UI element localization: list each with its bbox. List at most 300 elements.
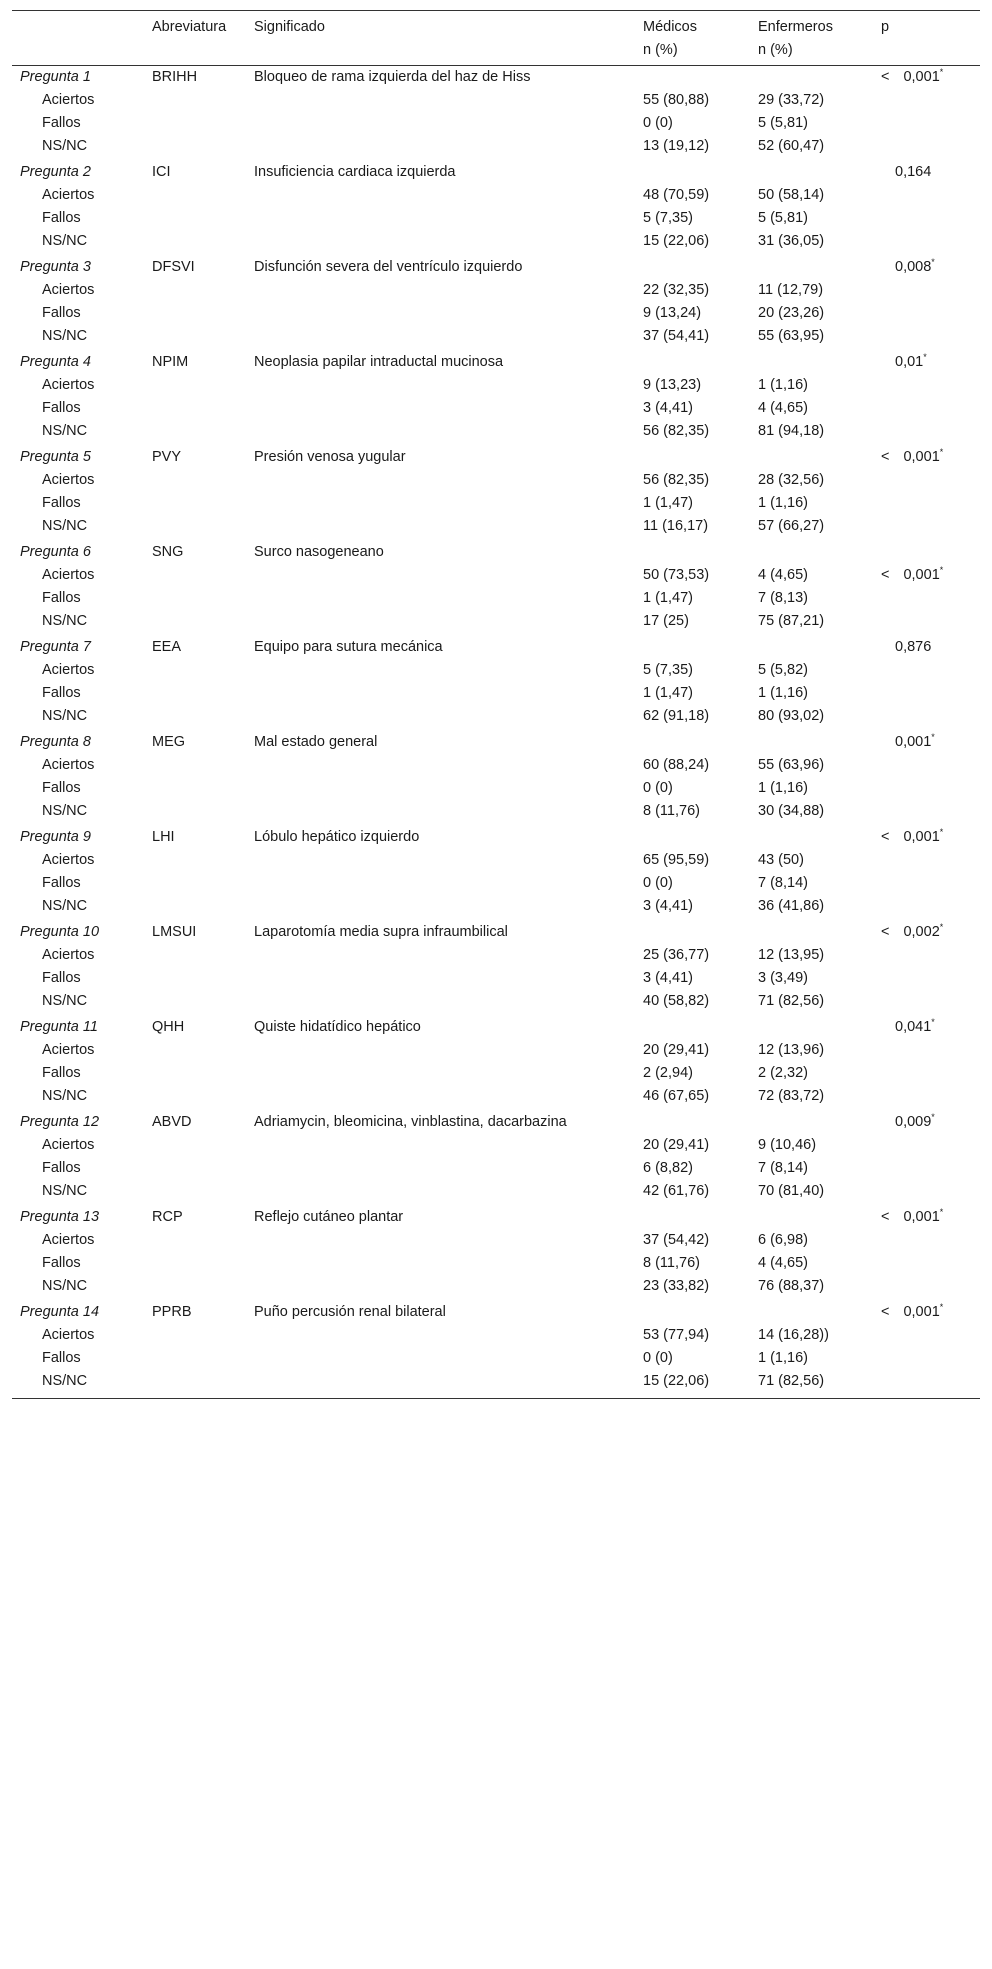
p-value [881,354,927,370]
answer-label: Aciertos [42,567,95,583]
p-empty-cell [873,325,980,348]
p-value-prefix: < [881,69,890,85]
answer-row [12,184,980,207]
abbreviation: PPRB [152,1304,192,1320]
meaning-empty-cell [246,112,635,135]
nurses-empty-cell [750,728,873,754]
nurses-value: 14 (16,28)) [758,1327,829,1343]
p-empty-cell [873,397,980,420]
meaning-empty-cell [246,800,635,823]
abbr-empty-cell [144,1252,246,1275]
header-empty-cell [246,39,635,66]
abbr-empty-cell [144,754,246,777]
doctors-value: 37 (54,42) [643,1232,710,1248]
answer-label: Fallos [42,875,81,891]
nurses-empty-cell [750,443,873,469]
answer-row [12,1085,980,1108]
question-label: Pregunta 14 [20,1304,100,1320]
meaning-empty-cell [246,895,635,918]
meaning-empty-cell [246,230,635,253]
p-value [881,449,943,465]
answer-label: NS/NC [42,233,88,249]
doctors-empty-cell [635,918,750,944]
answer-row [12,1134,980,1157]
p-value-cell [873,564,980,587]
answer-row [12,1370,980,1399]
question-row [12,918,980,944]
abbr-empty-cell [144,207,246,230]
answer-row [12,872,980,895]
abbr-empty-cell [144,990,246,1013]
answer-label: Fallos [42,210,81,226]
meaning: Surco nasogeneano [254,544,384,560]
abbr-empty-cell [144,112,246,135]
abbreviation: MEG [152,734,186,750]
abbr-empty-cell [144,1134,246,1157]
nurses-empty-cell [750,66,873,90]
abbr-empty-cell [144,325,246,348]
doctors-value: 53 (77,94) [643,1327,710,1343]
doctors-empty-cell [635,728,750,754]
significance-mark: * [939,922,944,932]
nurses-value: 57 (66,27) [758,518,825,534]
p-value [881,164,931,180]
answer-label: Aciertos [42,472,95,488]
abbr-empty-cell [144,230,246,253]
answer-row [12,374,980,397]
nurses-value: 5 (5,81) [758,210,808,226]
nurses-value: 1 (1,16) [758,495,808,511]
nurses-value: 5 (5,81) [758,115,808,131]
meaning-empty-cell [246,944,635,967]
doctors-value: 56 (82,35) [643,472,710,488]
p-empty-cell [873,230,980,253]
p-value-cell [873,918,980,944]
meaning: Adriamycin, bleomicina, vinblastina, dacarbazina [254,1114,567,1130]
nurses-value: 29 (33,72) [758,92,825,108]
p-empty-cell [873,754,980,777]
p-value [881,1114,935,1130]
question-label: Pregunta 9 [20,829,91,845]
nurses-value: 7 (8,14) [758,1160,808,1176]
doctors-value: 56 (82,35) [643,423,710,439]
p-value-number: 0,001 [903,567,940,583]
nurses-value: 50 (58,14) [758,187,825,203]
question-label: Pregunta 8 [20,734,91,750]
question-label: Pregunta 10 [20,924,100,940]
answer-label: NS/NC [42,138,88,154]
abbr-empty-cell [144,1324,246,1347]
answer-label: Fallos [42,495,81,511]
p-empty-cell [873,610,980,633]
answer-label: Aciertos [42,92,95,108]
p-value [881,924,943,940]
header-p-value: p [873,11,980,40]
meaning: Presión venosa yugular [254,449,406,465]
nurses-value: 12 (13,95) [758,947,825,963]
answer-label: Fallos [42,590,81,606]
doctors-value: 48 (70,59) [643,187,710,203]
nurses-value: 72 (83,72) [758,1088,825,1104]
answer-row [12,1039,980,1062]
answer-label: Fallos [42,685,81,701]
abbreviation: RCP [152,1209,183,1225]
answer-row [12,325,980,348]
answer-label: Aciertos [42,947,95,963]
significance-mark: * [939,1302,944,1312]
answer-row [12,777,980,800]
meaning: Laparotomía media supra infraumbilical [254,924,508,940]
answer-row [12,1229,980,1252]
p-empty-cell [873,872,980,895]
nurses-empty-cell [750,918,873,944]
p-empty-cell [873,1180,980,1203]
p-value-prefix: < [881,567,890,583]
p-value-number: 0,001 [903,69,940,85]
doctors-value: 3 (4,41) [643,898,693,914]
answer-row [12,705,980,728]
question-label: Pregunta 12 [20,1114,100,1130]
abbr-empty-cell [144,302,246,325]
doctors-value: 6 (8,82) [643,1160,693,1176]
significance-mark: * [939,1207,944,1217]
doctors-empty-cell [635,443,750,469]
question-row [12,1203,980,1229]
meaning: Insuficiencia cardiaca izquierda [254,164,456,180]
abbr-empty-cell [144,515,246,538]
abbr-empty-cell [144,1229,246,1252]
p-value-number: 0,876 [895,639,932,655]
significance-mark: * [939,827,944,837]
answer-row [12,682,980,705]
meaning-empty-cell [246,1324,635,1347]
meaning-empty-cell [246,777,635,800]
abbr-empty-cell [144,682,246,705]
significance-mark: * [931,257,935,267]
p-empty-cell [873,492,980,515]
p-value-number: 0,001 [895,734,932,750]
meaning-empty-cell [246,1085,635,1108]
question-row [12,348,980,374]
answer-row [12,967,980,990]
p-value-prefix: < [881,449,890,465]
nurses-value: 1 (1,16) [758,1350,808,1366]
answer-label: NS/NC [42,993,88,1009]
p-empty-cell [873,89,980,112]
meaning-empty-cell [246,492,635,515]
abbr-empty-cell [144,279,246,302]
meaning: Lóbulo hepático izquierdo [254,829,420,845]
abbr-empty-cell [144,492,246,515]
nurses-empty-cell [750,1108,873,1134]
answer-row [12,610,980,633]
doctors-value: 8 (11,76) [643,1255,700,1271]
question-row [12,823,980,849]
meaning: Bloqueo de rama izquierda del haz de Hiss [254,69,531,85]
doctors-value: 15 (22,06) [643,233,710,249]
p-value-cell [873,348,980,374]
answer-label: Fallos [42,1065,81,1081]
doctors-value: 0 (0) [643,1350,673,1366]
answer-row [12,990,980,1013]
question-row [12,728,980,754]
abbr-empty-cell [144,1085,246,1108]
results-table-container [12,10,980,1399]
doctors-value: 3 (4,41) [643,400,693,416]
doctors-empty-cell [635,158,750,184]
answer-label: Fallos [42,305,81,321]
answer-label: Aciertos [42,282,95,298]
abbr-empty-cell [144,89,246,112]
meaning-empty-cell [246,754,635,777]
doctors-empty-cell [635,253,750,279]
answer-row [12,230,980,253]
abbr-empty-cell [144,1347,246,1370]
meaning: Quiste hidatídico hepático [254,1019,421,1035]
p-value [881,259,935,275]
p-value-number: 0,001 [903,1304,940,1320]
question-row [12,1108,980,1134]
answer-row [12,1252,980,1275]
p-value-number: 0,164 [895,164,932,180]
nurses-empty-cell [750,538,873,564]
abbreviation: ABVD [152,1114,192,1130]
doctors-empty-cell [635,348,750,374]
nurses-value: 4 (4,65) [758,400,808,416]
abbreviation: QHH [152,1019,185,1035]
header-doctors: Médicos [635,11,750,40]
nurses-value: 80 (93,02) [758,708,825,724]
p-value-number: 0,002 [903,924,940,940]
nurses-empty-cell [750,1298,873,1324]
meaning-empty-cell [246,302,635,325]
answer-row [12,564,980,587]
nurses-empty-cell [750,158,873,184]
significance-mark: * [931,732,935,742]
abbr-empty-cell [144,659,246,682]
meaning-empty-cell [246,849,635,872]
abbr-empty-cell [144,587,246,610]
p-empty-cell [873,895,980,918]
header-row-1 [12,11,980,40]
p-value-cell [873,158,980,184]
answer-label: Fallos [42,1350,81,1366]
answer-row [12,89,980,112]
abbr-empty-cell [144,184,246,207]
abbr-empty-cell [144,777,246,800]
p-value-cell [873,66,980,90]
answer-label: Aciertos [42,1042,95,1058]
p-empty-cell [873,1347,980,1370]
doctors-value: 42 (61,76) [643,1183,710,1199]
abbr-empty-cell [144,849,246,872]
nurses-value: 3 (3,49) [758,970,808,986]
nurses-empty-cell [750,1203,873,1229]
p-value-cell [873,633,980,659]
meaning-empty-cell [246,374,635,397]
p-empty-cell [873,1229,980,1252]
p-empty-cell [873,469,980,492]
answer-row [12,754,980,777]
nurses-value: 43 (50) [758,852,804,868]
abbreviation: LHI [152,829,175,845]
p-value-number: 0,008 [895,259,932,275]
question-label: Pregunta 13 [20,1209,100,1225]
answer-row [12,492,980,515]
answer-row [12,515,980,538]
doctors-value: 5 (7,35) [643,210,693,226]
doctors-value: 1 (1,47) [643,495,693,511]
answer-label: Aciertos [42,377,95,393]
nurses-value: 7 (8,13) [758,590,808,606]
answer-row [12,1275,980,1298]
meaning-empty-cell [246,184,635,207]
meaning: Reflejo cutáneo plantar [254,1209,404,1225]
answer-row [12,1324,980,1347]
p-empty-cell [873,184,980,207]
abbr-empty-cell [144,1062,246,1085]
header-nurses: Enfermeros [750,11,873,40]
doctors-value: 9 (13,23) [643,377,702,393]
meaning-empty-cell [246,1039,635,1062]
p-value-number: 0,01 [895,354,924,370]
abbr-empty-cell [144,1275,246,1298]
abbreviation: BRIHH [152,69,198,85]
nurses-empty-cell [750,633,873,659]
doctors-value: 62 (91,18) [643,708,710,724]
significance-mark: * [939,565,944,575]
nurses-value: 70 (81,40) [758,1183,825,1199]
p-empty-cell [873,967,980,990]
significance-mark: * [931,1112,935,1122]
abbreviation: SNG [152,544,184,560]
question-label: Pregunta 6 [20,544,91,560]
p-value [881,829,943,845]
p-empty-cell [873,1157,980,1180]
answer-label: NS/NC [42,803,88,819]
question-label: Pregunta 5 [20,449,91,465]
answer-label: NS/NC [42,1183,88,1199]
p-empty-cell [873,538,980,564]
meaning-empty-cell [246,325,635,348]
doctors-value: 23 (33,82) [643,1278,710,1294]
doctors-empty-cell [635,66,750,90]
question-row [12,66,980,90]
doctors-value: 37 (54,41) [643,328,710,344]
header-nurses-unit: n (%) [750,39,873,66]
p-value [881,567,943,583]
doctors-empty-cell [635,1108,750,1134]
answer-label: Aciertos [42,1232,95,1248]
answer-label: Aciertos [42,1327,95,1343]
header-row-2 [12,39,980,66]
p-empty-cell [873,1039,980,1062]
meaning-empty-cell [246,469,635,492]
nurses-value: 71 (82,56) [750,1370,873,1399]
meaning: Mal estado general [254,734,378,750]
answer-label: NS/NC [42,1088,88,1104]
question-row [12,253,980,279]
header-empty-cell [144,39,246,66]
answer-label: Fallos [42,115,81,131]
nurses-value: 6 (6,98) [758,1232,808,1248]
answer-label: NS/NC [42,1278,88,1294]
p-empty-cell [873,1324,980,1347]
meaning-empty-cell [246,610,635,633]
answer-row [12,112,980,135]
abbreviation: DFSVI [152,259,195,275]
p-empty-cell [873,1085,980,1108]
doctors-value: 20 (29,41) [643,1042,710,1058]
doctors-value: 0 (0) [643,780,673,796]
abbr-empty-cell [144,1039,246,1062]
abbreviation: EEA [152,639,182,655]
p-empty-cell [873,777,980,800]
answer-label: NS/NC [42,708,88,724]
answer-row [12,849,980,872]
p-value-prefix: < [881,1209,890,1225]
p-empty-cell [873,279,980,302]
doctors-value: 0 (0) [643,875,673,891]
meaning-empty-cell [246,207,635,230]
p-value [881,734,935,750]
nurses-value: 55 (63,96) [758,757,825,773]
abbr-empty-cell [144,1370,246,1399]
nurses-value: 1 (1,16) [758,780,808,796]
nurses-empty-cell [750,1013,873,1039]
answer-row [12,279,980,302]
meaning-empty-cell [246,397,635,420]
significance-mark: * [923,352,927,362]
answer-row [12,587,980,610]
answer-row [12,895,980,918]
significance-mark: * [931,1017,935,1027]
doctors-value: 22 (32,35) [643,282,710,298]
answer-row [12,1180,980,1203]
meaning-empty-cell [246,135,635,158]
p-empty-cell [873,374,980,397]
p-value-cell [873,443,980,469]
p-value-prefix: < [881,1304,890,1320]
answer-row [12,800,980,823]
nurses-value: 11 (12,79) [758,282,824,298]
header-empty-cell [873,39,980,66]
meaning-empty-cell [246,1134,635,1157]
meaning-empty-cell [246,587,635,610]
nurses-value: 9 (10,46) [758,1137,817,1153]
doctors-value: 8 (11,76) [643,803,700,819]
meaning: Equipo para sutura mecánica [254,639,443,655]
nurses-value: 52 (60,47) [758,138,825,154]
abbr-empty-cell [144,895,246,918]
meaning-empty-cell [246,1275,635,1298]
answer-label: NS/NC [12,1370,144,1399]
question-row [12,1298,980,1324]
answer-label: Aciertos [42,852,95,868]
question-label: Pregunta 1 [20,69,91,85]
meaning-empty-cell [246,1252,635,1275]
nurses-value: 76 (88,37) [758,1278,825,1294]
answer-row [12,1157,980,1180]
meaning-empty-cell [246,967,635,990]
p-empty-cell [873,135,980,158]
meaning-empty-cell [246,279,635,302]
p-empty-cell [873,944,980,967]
p-value-cell [873,728,980,754]
doctors-value: 40 (58,82) [643,993,710,1009]
p-value [881,1209,943,1225]
answer-label: NS/NC [42,518,88,534]
